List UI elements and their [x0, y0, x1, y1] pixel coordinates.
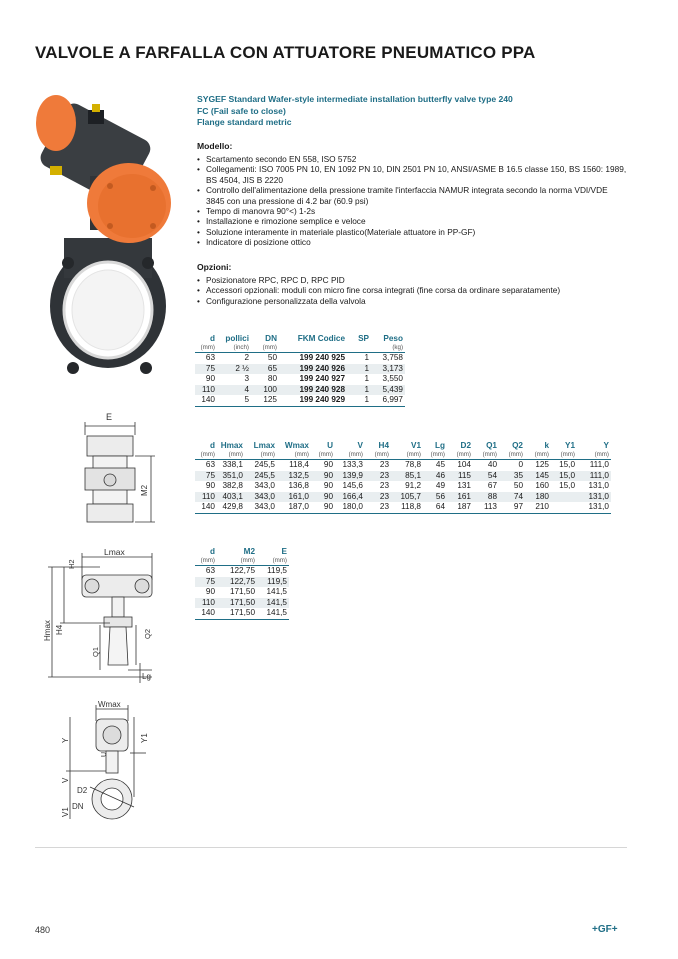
table-cell: 104: [457, 460, 471, 469]
table-cell: 343,0: [245, 502, 277, 513]
table-cell: 56: [423, 492, 447, 503]
table-cell: 90: [205, 587, 215, 597]
column-unit: [347, 344, 371, 353]
table-cell: 46: [423, 471, 447, 482]
column-header: Wmax: [284, 441, 309, 450]
list-item: • Accessori opzionali: moduli con micro fine corsa integrati (fine corsa da ordinare separatamente): [197, 285, 627, 295]
label-dn: DN: [72, 802, 84, 811]
table-units-row: [195, 451, 611, 460]
table-units-row: [195, 344, 405, 353]
column-header: E: [281, 547, 287, 556]
table-cell: 210: [525, 502, 551, 513]
table-cell: 199 240 926: [279, 364, 347, 375]
table-cell: 199 240 928: [279, 385, 347, 396]
table-cell: 139,9: [335, 471, 365, 482]
table-cell: 50: [267, 353, 277, 362]
table-cell: 133,3: [342, 460, 363, 469]
table-cell: 382,8: [222, 481, 243, 491]
table-cell: 90: [205, 481, 215, 491]
table-row: [195, 471, 611, 482]
column-header: Peso: [383, 334, 403, 343]
codes-table: [195, 334, 405, 407]
column-header: D2: [460, 441, 471, 450]
column-header: pollici: [225, 334, 249, 343]
drawing-front-view: [50, 697, 160, 827]
table-cell: 180,0: [335, 502, 365, 513]
table-row: [195, 364, 405, 375]
table-cell: 105,7: [391, 492, 423, 503]
column-header: Q2: [512, 441, 523, 450]
table-row: [195, 502, 611, 513]
column-header: FKM Codice: [297, 334, 345, 343]
label-d2: D2: [77, 786, 88, 795]
table-cell: 180: [525, 492, 551, 503]
column-unit: (mm): [217, 451, 245, 460]
table-cell: 3,550: [382, 374, 403, 384]
column-unit: (mm): [391, 451, 423, 460]
subtitle-line: FC (Fail safe to close): [197, 105, 286, 116]
list-item: • Tempo di manovra 90°<) 1-2s: [197, 206, 627, 216]
table-cell: 97: [499, 502, 525, 513]
list-item: • Collegamenti: ISO 7005 PN 10, EN 1092 PN 10, DIN 2501 PN 10, ANSI/ASME B 16.5 classe 150, BS 1560: 1989, BS 4504, JIS B 2220: [197, 164, 627, 185]
label-h2: H2: [67, 559, 76, 569]
product-subtitle: [197, 94, 513, 129]
table-cell: 45: [435, 460, 445, 469]
column-header: d: [209, 441, 215, 450]
table-cell: 75: [195, 471, 217, 482]
table-cell: 5,439: [371, 385, 405, 396]
column-header: Y: [603, 441, 609, 450]
table-cell: 119,5: [257, 577, 289, 588]
column-unit: (mm): [577, 451, 611, 460]
product-photo: [28, 88, 178, 388]
table-cell: 187: [447, 502, 473, 513]
label-u: U: [101, 751, 108, 757]
table-cell: 15,0: [551, 471, 577, 482]
table-cell: 6,997: [371, 395, 405, 406]
table-cell: 199 240 929: [279, 395, 347, 406]
table-cell: 2 ½: [217, 364, 251, 375]
table-cell: 166,4: [335, 492, 365, 503]
table-cell: 111,0: [577, 471, 611, 482]
table-cell: 429,8: [217, 502, 245, 513]
table-cell: 54: [473, 471, 499, 482]
table-row: [195, 566, 289, 577]
table-cell: 90: [311, 471, 335, 482]
table-cell: 141,5: [266, 587, 287, 597]
table-cell: 90: [311, 502, 335, 513]
table-cell: 40: [487, 460, 497, 469]
table-cell: 90: [205, 374, 215, 384]
column-unit: (mm): [335, 451, 365, 460]
table-cell: 78,8: [405, 460, 421, 469]
table-cell: 74: [499, 492, 525, 503]
table-cell: 100: [251, 385, 279, 396]
page-title: VALVOLE A FARFALLA CON ATTUATORE PNEUMATICO PPA: [35, 43, 536, 62]
label-m2: M2: [140, 484, 149, 496]
table-cell: 23: [365, 471, 391, 482]
table-cell: [551, 502, 577, 513]
table-cell: 111,0: [589, 460, 609, 469]
table-cell: 140: [195, 395, 217, 406]
table-cell: 141,5: [257, 608, 289, 619]
column-unit: (mm): [257, 557, 289, 566]
list-item: • Configurazione personalizzata della valvola: [197, 296, 627, 306]
table-cell: 131,0: [577, 492, 611, 503]
table-cell: 343,0: [245, 492, 277, 503]
column-header: d: [209, 334, 215, 343]
column-unit: (mm): [365, 451, 391, 460]
column-unit: (mm): [195, 344, 217, 353]
table-cell: 145: [525, 471, 551, 482]
table-cell: 75: [195, 577, 217, 588]
table-cell: 23: [379, 460, 389, 469]
table-cell: 110: [195, 385, 217, 396]
table-cell: 5: [217, 395, 251, 406]
table-row: [195, 492, 611, 503]
table-cell: 1: [347, 385, 371, 396]
column-unit: (mm): [447, 451, 473, 460]
table-cell: 131,0: [577, 502, 611, 513]
table-cell: 351,0: [217, 471, 245, 482]
table-cell: 140: [195, 502, 217, 513]
table-row: [195, 598, 289, 609]
table-cell: 90: [323, 460, 333, 469]
list-item: • Indicatore di posizione ottico: [197, 237, 627, 247]
m2-e-table: [195, 547, 289, 620]
column-unit: (mm): [473, 451, 499, 460]
table-cell: 199 240 927: [299, 374, 345, 384]
table-cell: 1: [364, 353, 369, 362]
column-unit: (mm): [277, 451, 311, 460]
table-cell: 23: [379, 481, 389, 491]
column-unit: (mm): [195, 557, 217, 566]
column-header: M2: [243, 547, 255, 556]
column-header: U: [327, 441, 333, 450]
table-cell: 136,8: [288, 481, 309, 491]
drawing-side-view: [40, 545, 170, 695]
table-cell: 245,5: [245, 471, 277, 482]
column-unit: (mm): [217, 557, 257, 566]
label-y1: Y1: [140, 733, 149, 743]
table-cell: 132,5: [277, 471, 311, 482]
label-q2: Q2: [143, 628, 152, 639]
column-header: Hmax: [220, 441, 243, 450]
table-cell: 171,50: [217, 598, 257, 609]
column-unit: (mm): [245, 451, 277, 460]
table-cell: [551, 492, 577, 503]
table-cell: 187,0: [277, 502, 311, 513]
table-cell: 35: [499, 471, 525, 482]
column-header: k: [544, 441, 549, 450]
column-header: V: [357, 441, 363, 450]
table-cell: 63: [205, 353, 215, 362]
column-unit: (mm): [251, 344, 279, 353]
column-unit: (kg): [371, 344, 405, 353]
table-cell: 3,758: [382, 353, 403, 362]
table-header-row: [195, 547, 289, 557]
column-header: Lg: [434, 441, 445, 450]
column-header: d: [209, 547, 215, 556]
table-cell: 110: [195, 492, 217, 503]
table-cell: 140: [195, 608, 217, 619]
column-unit: (mm): [423, 451, 447, 460]
label-h4: H4: [55, 624, 64, 635]
label-hmax: Hmax: [43, 620, 52, 641]
column-header: SP: [358, 334, 369, 343]
table-row: [195, 374, 405, 385]
table-cell: 88: [473, 492, 499, 503]
table-cell: 65: [251, 364, 279, 375]
table-cell: 145,6: [342, 481, 363, 491]
footer-divider: [35, 847, 627, 848]
table-cell: 4: [217, 385, 251, 396]
table-cell: 91,2: [405, 481, 421, 491]
table-header-row: [195, 441, 611, 451]
subtitle-line: Flange standard metric: [197, 117, 292, 127]
table-cell: 15,0: [559, 460, 575, 469]
table-row: [195, 608, 289, 619]
column-header: Q1: [486, 441, 497, 450]
list-item: • Soluzione interamente in materiale plastico(Materiale attuatore in PP-GF): [197, 227, 627, 237]
list-item: • Installazione e rimozione semplice e veloce: [197, 216, 627, 226]
column-unit: [279, 344, 347, 353]
table-cell: 245,5: [254, 460, 275, 469]
table-cell: 1: [347, 364, 371, 375]
table-cell: 141,5: [257, 598, 289, 609]
table-row: [195, 395, 405, 406]
table-cell: 119,5: [267, 566, 287, 575]
table-cell: 50: [513, 481, 523, 491]
label-lg: Lg: [142, 672, 151, 681]
list-item: • Controllo dell'alimentazione della pressione tramite l'interfaccia NAMUR integrata secondo la norma VDI/VDE 3845 con una pressione di 4.2 bar (60.9 psi): [197, 185, 627, 206]
opzioni-heading: Opzioni:: [197, 262, 232, 272]
subtitle-line: SYGEF Standard Wafer-style intermediate installation butterfly valve type 240: [197, 94, 513, 104]
column-unit: (mm): [551, 451, 577, 460]
table-cell: 131: [457, 481, 471, 491]
table-row: [195, 481, 611, 492]
table-cell: 343,0: [254, 481, 275, 491]
page-number: 480: [35, 925, 51, 935]
column-header: DN: [265, 334, 277, 343]
column-unit: (mm): [499, 451, 525, 460]
table-cell: 110: [195, 598, 217, 609]
table-cell: 2: [244, 353, 249, 362]
label-e: E: [106, 412, 113, 422]
table-cell: 3: [244, 374, 249, 384]
table-cell: 118,8: [391, 502, 423, 513]
table-cell: 80: [267, 374, 277, 384]
table-cell: 90: [323, 481, 333, 491]
table-row: [195, 577, 289, 588]
table-cell: 23: [365, 492, 391, 503]
table-row: [195, 460, 611, 471]
table-cell: 113: [473, 502, 499, 513]
table-cell: 23: [365, 502, 391, 513]
column-unit: (inch): [217, 344, 251, 353]
table-cell: 171,50: [217, 608, 257, 619]
table-cell: 161,0: [277, 492, 311, 503]
table-cell: 3,173: [371, 364, 405, 375]
table-cell: 1: [347, 395, 371, 406]
table-header-row: [195, 334, 405, 344]
table-cell: 125: [251, 395, 279, 406]
list-item: • Scartamento secondo EN 558, ISO 5752: [197, 154, 627, 164]
table-cell: 118,4: [289, 460, 309, 469]
label-v: V: [61, 777, 70, 783]
table-cell: 403,1: [217, 492, 245, 503]
modello-list: [197, 154, 627, 248]
table-cell: 115: [447, 471, 473, 482]
column-header: Y1: [564, 441, 575, 450]
column-header: V1: [410, 441, 421, 450]
column-header: Lmax: [253, 441, 275, 450]
table-cell: 64: [423, 502, 447, 513]
table-cell: 131,0: [588, 481, 609, 491]
dimensions-table: [195, 441, 611, 514]
table-row: [195, 385, 405, 396]
table-cell: 63: [205, 566, 215, 575]
table-cell: 85,1: [391, 471, 423, 482]
table-row: [195, 353, 405, 364]
table-cell: 122,75: [229, 566, 255, 575]
table-cell: 90: [311, 492, 335, 503]
label-wmax: Wmax: [98, 700, 121, 709]
table-cell: 161: [447, 492, 473, 503]
column-header: H4: [378, 441, 389, 450]
label-q1: Q1: [91, 646, 100, 657]
opzioni-list: [197, 275, 627, 306]
table-cell: 75: [195, 364, 217, 375]
list-item: • Posizionatore RPC, RPC D, RPC PID: [197, 275, 627, 285]
table-cell: 67: [487, 481, 497, 491]
gf-logo: +GF+: [592, 924, 618, 935]
table-cell: 1: [364, 374, 369, 384]
label-lmax: Lmax: [104, 547, 125, 557]
table-cell: 15,0: [559, 481, 575, 491]
modello-heading: Modello:: [197, 141, 233, 151]
table-cell: 338,1: [222, 460, 243, 469]
table-cell: 160: [535, 481, 549, 491]
column-unit: (mm): [195, 451, 217, 460]
label-v1: V1: [61, 807, 70, 817]
table-cell: 125: [535, 460, 549, 469]
column-unit: (mm): [525, 451, 551, 460]
table-units-row: [195, 557, 289, 566]
column-unit: (mm): [311, 451, 335, 460]
label-y: Y: [61, 737, 70, 743]
table-cell: 0: [518, 460, 523, 469]
table-row: [195, 587, 289, 598]
drawing-top-view: [75, 410, 165, 530]
table-cell: 49: [435, 481, 445, 491]
table-cell: 199 240 925: [299, 353, 345, 362]
table-cell: 171,50: [229, 587, 255, 597]
table-cell: 63: [205, 460, 215, 469]
table-cell: 122,75: [217, 577, 257, 588]
